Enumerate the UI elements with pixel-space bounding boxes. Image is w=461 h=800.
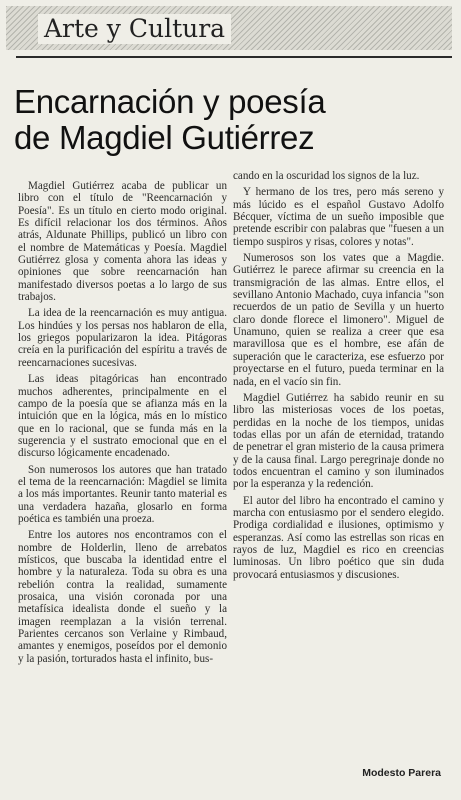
paragraph: Y hermano de los tres, pero más sereno y más lúcido es el español Gustavo Adolfo Bécquer, víctima de un sueño imposible que pretende escribir con palabras que "fuesen a un tiempo suspiros y risas, colores y notas". — [233, 186, 444, 248]
paragraph: El autor del libro ha encontrado el camino y marcha con entusiasmo por el sendero elegido. Prodiga cordialidad e ilusiones, optimismo y esperanzas. Así como las estrellas son ricas en rayos de luz, Magdiel es rico en creencias luminosas. Un libro poético que sin duda provocará entusiasmos y discusiones. — [233, 494, 444, 581]
article-headline — [14, 84, 454, 156]
section-title: Arte y Cultura — [38, 14, 231, 44]
paragraph: La idea de la reencarnación es muy antigua. Los hindúes y los persas nos hablaron de ella, los griegos popularizaron la idea. Pitágoras creía en la purificación del espíritu a través de reencarnaciones sucesivas. — [18, 307, 227, 369]
paragraph: Magdiel Gutiérrez ha sabido reunir en su libro las misteriosas voces de los poetas, perdidas en la noche de los tiempos, unidas todas ellas por un afán de eternidad, tratando de penetrar el gran misterio de la causa primera y de la causa final. Largo peregrinaje donde no todos encuentran el camino y son iluminados por la esperanza y la redención. — [233, 391, 444, 491]
article-column-left — [18, 180, 227, 780]
author-byline: Modesto Parera — [362, 767, 441, 779]
paragraph: Magdiel Gutiérrez acaba de publicar un libro con el título de "Reencarnación y Poesía". Es un título en cierto modo original. Es difícil relacionar los dos términos. Años atrás, Aldunate Phillips, publicó un libro con el nombre de Matemáticas y Poesía. Magdiel Gutiérrez glosa y comenta ahora las ideas y opiniones que sobre reencarnación han manifestado diversos poetas a lo largo de sus trabajos. — [18, 180, 227, 304]
headline-line-1: Encarnación y poesía — [14, 83, 326, 120]
paragraph: Son numerosos los autores que han tratado el tema de la reencarnación: Magdiel se limita a los más importantes. Reunir tanto material es una verdadera hazaña, glosarlo en forma poética es también una proeza. — [18, 463, 227, 525]
section-header-band — [6, 6, 452, 50]
top-rule — [16, 56, 452, 58]
article-column-right — [233, 170, 444, 770]
headline-line-2: de Magdiel Gutiérrez — [14, 119, 315, 156]
paragraph: Las ideas pitagóricas han encontrado muchos adherentes, principalmente en el campo de la poesía que se afianza más en la intuición que en la lógica, más en lo místico que en lo racional, que se funda más en la sugerencia y el sustrato emocional que en el discurso lógicamente encadenado. — [18, 373, 227, 460]
paragraph: Numerosos son los vates que a Magdie. Gutiérrez le parece afirmar su creencia en la transmigración de las almas. Entre ellos, el sevillano Antonio Machado, cuya infancia "son recuerdos de un patio de Sevilla y un huerto claro donde florece el limonero". Miguel de Unamuno, quien se realiza a creer que esa maravillosa que es el hombre, ese afán de superación que le caracteriza, ese esfuerzo por proyectarse en el futuro, pueda terminar en la nada, en el vacío sin fin. — [233, 252, 444, 388]
paragraph: Entre los autores nos encontramos con el nombre de Holderlin, lleno de arrebatos místicos, que buscaba la identidad entre el hombre y la naturaleza. Toda su obra es una rebelión contra la realidad, sumamente prosaica, una visión coronada por una metafísica idealista donde el sueño y la imagen reemplazan a la visión terrenal. Parientes cercanos son Verlaine y Rimbaud, amantes y enemigos, poseídos por el demonio y la pasión, torturados hasta el infinito, bus- — [18, 529, 227, 665]
paragraph-continued: cando en la oscuridad los signos de la luz. — [233, 170, 420, 182]
